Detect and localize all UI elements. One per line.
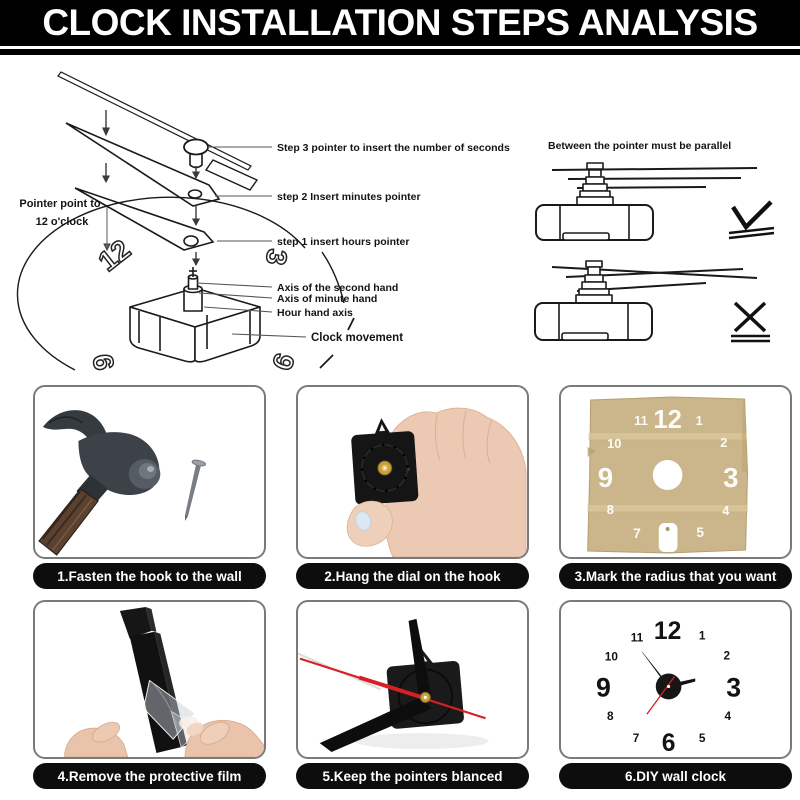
template-number-12: 12 [653,405,682,435]
parallel-rule-heading: Between the pointer must be parallel [548,140,732,152]
right-hand-illustration [179,716,264,757]
thumb-illustration [347,501,392,546]
clock-number-2: 2 [723,648,731,663]
clock-number-12: 12 [653,617,682,645]
pointer-note-line2: 12 o'clock [35,216,89,228]
template-number-2: 2 [720,434,728,451]
clock-number-5: 5 [698,731,706,746]
step-1-frame [33,385,266,559]
clock-number-11: 11 [630,630,644,645]
clock-movement-label: Clock movement [311,332,404,344]
nail-illustration [185,459,206,521]
step1-label: step 1 insert hours pointer [277,236,410,248]
sketch-number-12: 12 [92,233,137,278]
finished-wall-clock-illustration [561,602,790,757]
step-panel-3 [559,385,792,589]
clock-number-8: 8 [607,709,614,724]
step-4-frame [33,600,266,759]
hammer-illustration [39,410,160,555]
hand-hanging-movement-illustration [298,387,527,557]
parallel-correct-diagram [536,163,757,240]
axis-minute-label: Axis of minute hand [277,293,378,305]
pointer-note-line1: Pointer point to [19,198,101,210]
clock-number-3: 3 [726,672,742,703]
sketch-number-6: 6 [266,349,301,375]
template-number-4: 4 [722,502,730,519]
step-6-frame [559,600,792,759]
template-number-1: 1 [695,412,703,429]
clock-number-9: 9 [596,672,611,703]
peeling-film-illustration [35,602,264,757]
assembly-diagram-section [0,55,800,385]
steps-row-2 [33,600,792,789]
template-number-8: 8 [606,501,614,518]
template-number-3: 3 [723,461,739,494]
sketch-number-3: 3 [259,246,294,268]
step-panel-1 [33,385,266,589]
template-number-5: 5 [696,523,705,541]
steps-row-1 [33,385,792,589]
clock-number-10: 10 [604,649,618,664]
left-hand-illustration [65,718,128,757]
clock-movement-illustration [130,267,260,362]
step2-label: step 2 Insert minutes pointer [277,191,421,203]
clock-number-7: 7 [632,731,640,746]
clock-number-1: 1 [698,628,706,643]
step-3-frame [559,385,792,559]
step-4-caption: 4.Remove the protective film [33,763,266,789]
kraft-template-illustration [561,387,790,557]
hammer-and-nail-illustration [35,387,264,557]
title-bar [0,0,800,46]
step-3-caption: 3.Mark the radius that you want [559,563,792,589]
clock-number-6: 6 [661,729,676,757]
template-number-9: 9 [597,461,614,494]
page-title: CLOCK INSTALLATION STEPS ANALYSIS [42,2,758,43]
step-panel-4 [33,600,266,789]
step-2-caption: 2.Hang the dial on the hook [296,563,529,589]
template-number-7: 7 [633,524,641,542]
cross-mark-icon [731,303,770,341]
step-panel-2 [296,385,529,589]
step-5-frame [296,600,529,759]
step-panel-6 [559,600,792,789]
assembly-diagram [0,55,800,385]
step-1-caption: 1.Fasten the hook to the wall [33,563,266,589]
step3-label: Step 3 pointer to insert the number of seconds [277,142,510,154]
steps-grid [0,385,800,789]
clock-number-4: 4 [724,709,732,724]
template-number-11: 11 [634,412,648,429]
sketch-number-9: 9 [86,351,121,373]
step-panel-5 [296,600,529,789]
check-mark-icon [729,202,774,238]
step-5-caption: 5.Keep the pointers blanced [296,763,529,789]
balanced-pointers-illustration [298,602,527,757]
template-number-10: 10 [607,435,622,452]
axis-hour-label: Hour hand axis [277,307,353,319]
axis-second-label: Axis of the second hand [277,282,399,294]
step-2-frame [296,385,529,559]
center-hole [653,460,683,490]
parallel-wrong-diagram [535,261,757,340]
step-6-caption: 6.DIY wall clock [559,763,792,789]
